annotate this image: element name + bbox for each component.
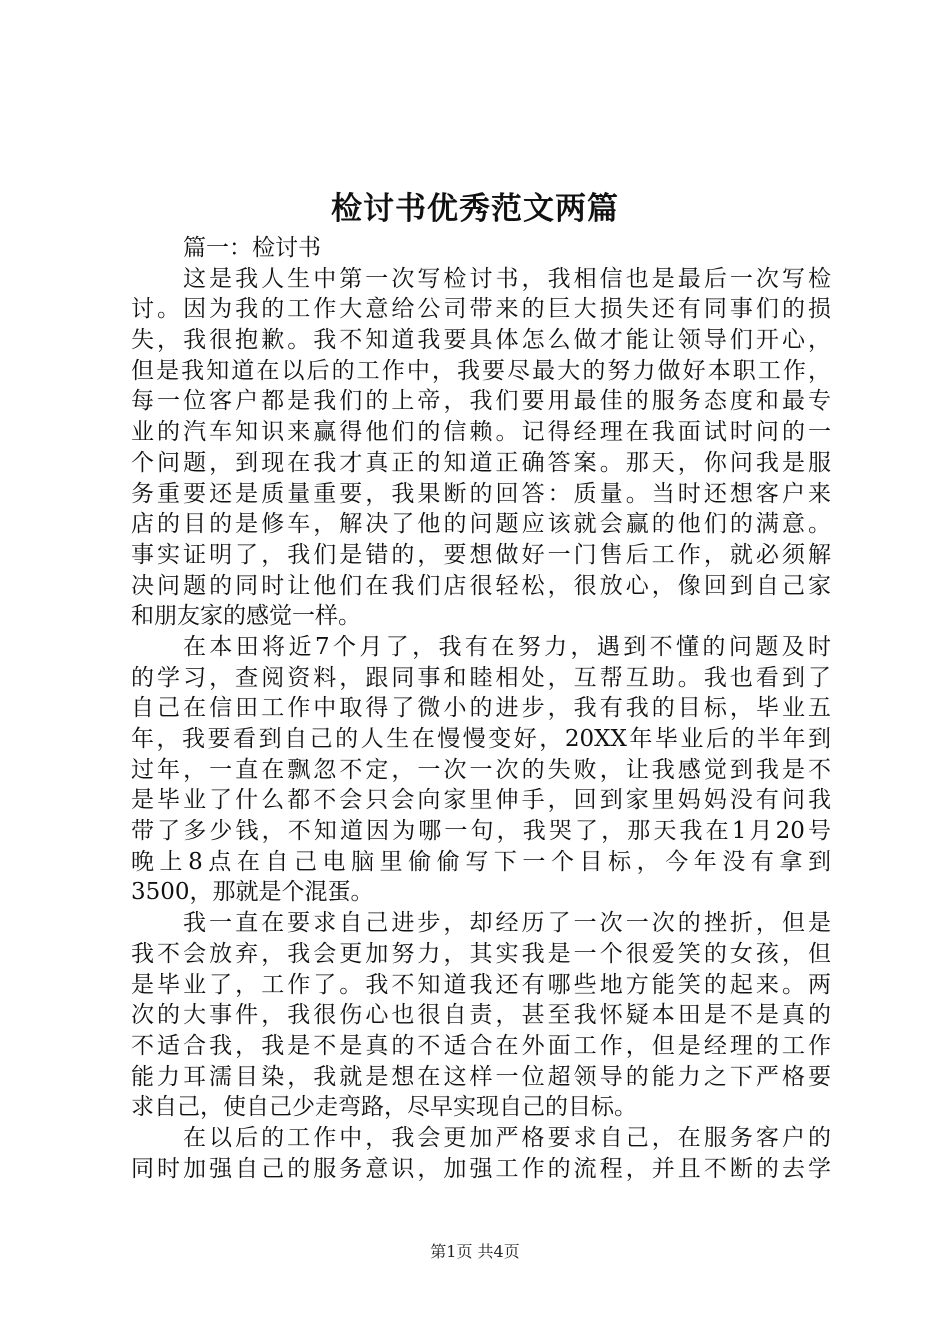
body-line: 个问题，到现在我才真正的知道正确答案。那天，你问我是服 [131,449,831,476]
body-line: 和朋友家的感觉一样。 [131,603,361,630]
body-line: 务重要还是质量重要，我果断的回答：质量。当时还想客户来 [131,480,831,507]
page-footer: 第1页 共4页 [430,1242,520,1261]
body-line: 求自己，使自己少走弯路，尽早实现自己的目标。 [131,1094,637,1121]
body-line: 带了多少钱，不知道因为哪一句，我哭了，那天我在1月20号 [131,818,831,845]
body-line: 事实证明了，我们是错的，要想做好一门售后工作，就必须解 [131,541,831,568]
body-line: 是毕业了什么都不会只会向家里伸手，回到家里妈妈没有问我 [131,787,831,814]
document-title: 检讨书优秀范文两篇 [331,191,619,227]
body-line: 我一直在要求自己进步，却经历了一次一次的挫折，但是 [183,910,831,937]
body-line: 失，我很抱歉。我不知道我要具体怎么做才能让领导们开心， [131,327,831,354]
body-line: 能力耳濡目染，我就是想在这样一位超领导的能力之下严格要 [131,1063,831,1090]
body-line: 每一位客户都是我们的上帝，我们要用最佳的服务态度和最专 [131,388,831,415]
section-heading: 篇一：检讨书 [183,235,321,261]
body-line: 同时加强自己的服务意识，加强工作的流程，并且不断的去学 [131,1155,831,1182]
body-line: 是毕业了，工作了。我不知道我还有哪些地方能笑的起来。两 [131,971,831,998]
body-line: 不适合我，我是不是真的不适合在外面工作，但是经理的工作 [131,1032,831,1059]
body-line: 业的汽车知识来赢得他们的信赖。记得经理在我面试时问的一 [131,419,831,446]
body-line: 晚上8点在自己电脑里偷偷写下一个目标，今年没有拿到 [131,848,831,875]
body-line: 的学习，查阅资料，跟同事和睦相处，互帮互助。我也看到了 [131,664,831,691]
body-line: 在以后的工作中，我会更加严格要求自己，在服务客户的 [183,1124,831,1151]
document-body [131,233,831,1184]
body-line: 但是我知道在以后的工作中，我要尽最大的努力做好本职工作， [131,357,831,384]
body-line: 在本田将近7个月了，我有在努力，遇到不懂的问题及时 [183,633,831,660]
body-line: 这是我人生中第一次写检讨书，我相信也是最后一次写检 [183,265,831,292]
body-line: 决问题的同时让他们在我们店很轻松，很放心，像回到自己家 [131,572,831,599]
body-line: 过年，一直在飘忽不定，一次一次的失败，让我感觉到我是不 [131,756,831,783]
body-line: 3500，那就是个混蛋。 [131,879,374,906]
body-line: 我不会放弃，我会更加努力，其实我是一个很爱笑的女孩，但 [131,940,831,967]
body-line: 讨。因为我的工作大意给公司带来的巨大损失还有同事们的损 [131,296,831,323]
body-line: 次的大事件，我很伤心也很自责，甚至我怀疑本田是不是真的 [131,1002,831,1029]
body-line: 年，我要看到自己的人生在慢慢变好，20XX年毕业后的半年到 [131,726,831,752]
body-line: 自己在信田工作中取得了微小的进步，我有我的目标，毕业五 [131,695,831,722]
body-line: 店的目的是修车，解决了他的问题应该就会赢的他们的满意。 [131,511,831,538]
